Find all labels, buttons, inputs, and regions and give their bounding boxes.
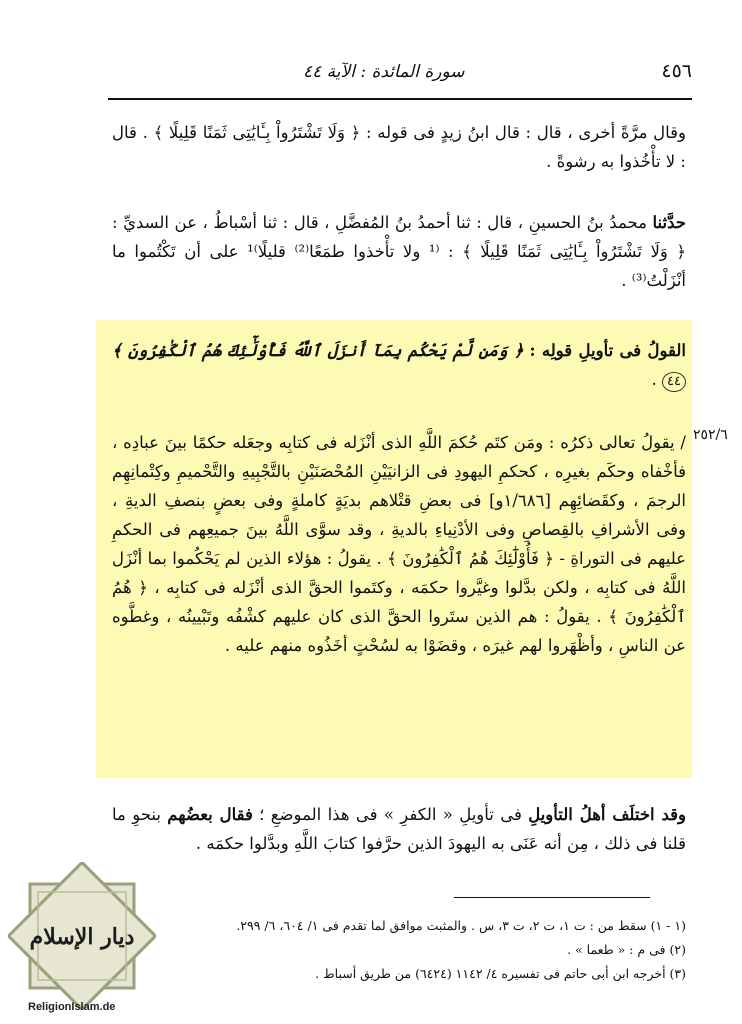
verse-number-mark: ٤٤ (662, 372, 686, 392)
surah-title: سورة المائدة : الآية ٤٤ (303, 62, 465, 82)
footnote-3: (٣) أخرجه ابن أبى حاتم فى تفسيره ٤/ ١١٤٢ (٦٤٢٤) من طريق أسباط . (315, 966, 686, 981)
paragraph-1 (112, 118, 686, 176)
closing-bold-tail: فقال بعضُهم (167, 805, 253, 824)
footnote-rule (454, 897, 650, 898)
page-header (108, 58, 692, 88)
commentary-body (112, 428, 686, 660)
paragraph-2-lead: حدَّثنا (652, 213, 686, 232)
closing-paragraph (112, 800, 686, 858)
commentary-body-text: / يقولُ تعالى ذكرُه : ومَن كتَم حُكمَ اللَّهِ الذى أنْزَله فى كتابِه وجعَله حكمًا بينَ عبادِه ، فأخْفاه وحكَم بغيرِه ، كحكمِ اليهودِ فى الزانيَيْنِ المُحْصَنَيْنِ بالتَّجْبِيهِ والتَّحْميمِ وكِتْمانِهِم الرجمَ ، وكقَضائِهِم [١/٦٨٦و] فى بعضِ قتْلاهم بديَةٍ كاملةٍ وفى بعضٍ بنصفِ الديةِ ، وفى الأشرافِ بالقِصاصِ وفى الأدْنِياءِ بالديةِ ، وقد سوَّى اللَّهُ بينَ جميعِهم فى الحكمِ عليهم فى التوراةِ - ﴿ فَأُوْلَٰٓئِكَ هُمُ ٱلْكَٰفِرُونَ ﴾ . يقولُ : هؤلاء الذين لم يَحْكُموا بما أنْزَل اللَّهُ فى كتابِه ، ولكن بدَّلوا وغيَّروا حكمَه ، وكتَموا الحقَّ الذى أنْزَله فى كتابِه ، ﴿ هُمُ ٱلْكَٰفِرُونَ ﴾ . يقولُ : هم الذين ستَروا الحقَّ الذى كان عليهم كشْفُه وتَبْيينُه ، وغطَّوه عن الناسِ ، وأظْهَروا لهم غيرَه ، وقضَوْا به لسُحْتٍ أخَذُوه منهم عليه . (112, 433, 686, 655)
footnote-1: (١ - ١) سقط من : ت ١، ت ٢، ت ٣، س . والمثبت موافق لما تقدم فى ١/ ٦٠٤، ٦/ ٢٩٩. (236, 918, 686, 933)
footnote-2: (٢) فى م : « طعما » . (567, 942, 686, 957)
page-number: ٤٥٦ (661, 60, 692, 82)
paragraph-1-text: وقال مرَّةً أخرى ، قال : قال ابنُ زيدٍ فى قوله : ﴿ وَلَا تَشْتَرُواْ بِـَٔايَٰتِى ثَمَنًا قَلِيلًا ﴾ . قال : لا تأْخُذوا به رشوةً . (112, 123, 686, 171)
paragraph-2 (112, 208, 686, 295)
commentary-verse: ﴿ وَمَن لَّمْ يَحْكُم بِمَآ أَنزَلَ ٱللَّهُ فَأُوْلَٰٓئِكَ هُمُ ٱلْكَٰفِرُونَ ﴾ (112, 341, 524, 360)
commentary-heading: القولُ فى تأويلِ قولِه : ﴿ وَمَن لَّمْ يَحْكُم بِمَآ أَنزَلَ ٱللَّهُ فَأُوْلَٰٓئِكَ هُمُ ٱلْكَٰفِرُونَ ﴾ ٤٤ . (112, 336, 686, 394)
header-rule (108, 98, 692, 100)
watermark-url: ReligionIslam.de (28, 1001, 116, 1013)
watermark-logo-text: ديار الإسلام (29, 924, 135, 950)
closing-rest: بنحوِ ما قلنا فى ذلك ، مِن أنه عَنَى به اليهودَ الذين حرَّفوا كتابَ اللَّهِ وبدَّلوا حكمَه . (112, 805, 686, 853)
closing-lead: وقد اختلَف أهلُ التأويلِ (528, 805, 686, 824)
watermark-logo (8, 862, 156, 1010)
paragraph-2-text: محمدُ بنُ الحسينِ ، قال : ثنا أحمدُ بنُ المُفضَّلِ ، قال : ثنا أسْباطُ ، عن السديِّ : ﴿ وَلَا تَشْتَرُواْ بِـَٔايَٰتِى ثَمَنًا قَلِيلًا ﴾ : ⁽¹ ولا تأْخذوا طمَعًا⁽²⁾ قليلًا⁾¹ على أن تَكْتُموا ما أنْزَلْتُ⁽³⁾ . (112, 213, 687, 290)
closing-mid: فى تأويلِ « الكفرِ » فى هذا الموضعِ ؛ (252, 805, 529, 824)
commentary-heading-text: القولُ فى تأويلِ قولِه : (529, 341, 687, 360)
margin-reference: ٢٥٢/٦ (693, 427, 728, 443)
